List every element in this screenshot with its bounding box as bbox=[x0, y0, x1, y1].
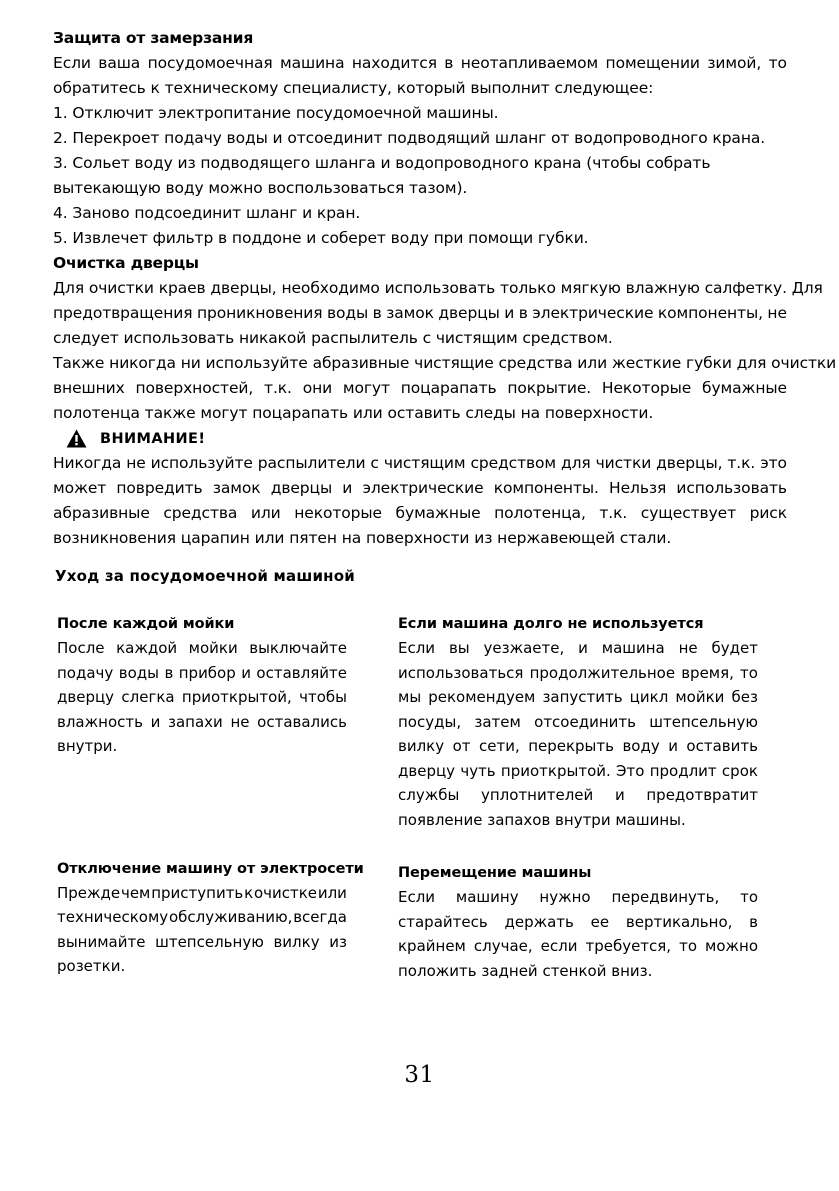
text-word: слегка bbox=[121, 688, 175, 706]
text-word: отсоединить bbox=[534, 712, 636, 731]
text-word: Если bbox=[53, 54, 91, 72]
text-word: дверцу bbox=[398, 761, 456, 780]
text-word: продлит bbox=[649, 761, 717, 780]
text-word: чистящим bbox=[383, 454, 466, 472]
warning-line-1 bbox=[53, 451, 787, 476]
care-subheading-long-unused: Если машина долго не используется bbox=[398, 616, 704, 632]
text-word: рекомендуем bbox=[428, 688, 536, 706]
text-word: неотапливаемом bbox=[460, 54, 599, 72]
text-word: средства bbox=[163, 504, 238, 522]
text-word: с bbox=[370, 454, 379, 472]
text-word: и bbox=[504, 304, 515, 322]
text-word: штепсельную bbox=[155, 932, 264, 951]
warning-line-3 bbox=[53, 501, 787, 526]
text-word: выключайте bbox=[249, 639, 347, 657]
text-word: вы bbox=[448, 639, 470, 657]
care-left-after-each-wash-line-4 bbox=[57, 710, 347, 735]
text-word: не bbox=[767, 304, 787, 322]
text-word: используйте bbox=[150, 454, 253, 472]
care-column-left bbox=[57, 612, 364, 979]
text-word: не bbox=[678, 639, 698, 657]
text-word: Прежде bbox=[57, 883, 121, 902]
text-word: абразивные bbox=[53, 504, 150, 522]
text-word: посуды, bbox=[398, 712, 462, 731]
text-word: и bbox=[150, 712, 161, 731]
care-subheading-disconnect-power: Отключение машину от электросети bbox=[57, 860, 364, 877]
text-word: будет bbox=[711, 639, 758, 657]
care-right-moving-machine-line-3 bbox=[398, 934, 758, 959]
text-word: передвинуть, bbox=[611, 888, 720, 906]
warning-callout-header bbox=[66, 426, 787, 451]
text-word: чем bbox=[120, 883, 151, 902]
heading-frost-protection: Защита от замерзания bbox=[53, 29, 254, 47]
heading-door-cleaning: Очистка дверцы bbox=[53, 254, 199, 272]
text-word: и bbox=[614, 786, 625, 804]
text-word: они bbox=[302, 379, 333, 397]
text-word: затем bbox=[474, 712, 521, 731]
door-cleaning-p2-line-2 bbox=[53, 376, 787, 401]
text-word: нужно bbox=[539, 888, 591, 906]
text-word: оставить bbox=[686, 737, 758, 755]
text-word: могут bbox=[342, 379, 390, 397]
text-word: для bbox=[560, 454, 591, 472]
text-word: замок bbox=[386, 304, 434, 322]
text-word: продолжительное bbox=[529, 663, 676, 682]
frost-step-3: 3. Сольет воду из подводящего шланга и водопроводного крана (чтобы собрать bbox=[53, 154, 711, 172]
text-word: Если bbox=[398, 639, 436, 657]
text-word: требуется, bbox=[585, 937, 672, 955]
text-word: предотвратит bbox=[646, 786, 758, 804]
text-word: перекрыть bbox=[528, 737, 614, 755]
text-word: в bbox=[444, 54, 454, 72]
column-spacer bbox=[57, 759, 347, 857]
text-word: некоторые bbox=[294, 504, 382, 522]
text-word: чистки bbox=[595, 454, 652, 472]
text-word: средством bbox=[470, 454, 557, 472]
care-left-after-each-wash-line-3 bbox=[57, 685, 347, 710]
text-word: После bbox=[57, 639, 105, 657]
frost-step-1: 1. Отключит электропитание посудомоечной машины. bbox=[53, 104, 499, 122]
care-left-disconnect-power-line-3 bbox=[57, 930, 347, 955]
text-word: и bbox=[241, 663, 251, 682]
text-word: время, bbox=[681, 663, 734, 682]
text-word: использоваться bbox=[398, 663, 524, 682]
text-word: обслуживанию, bbox=[169, 908, 293, 926]
text-word: к bbox=[244, 883, 254, 902]
text-word: оставались bbox=[257, 712, 347, 731]
text-word: использовать bbox=[676, 479, 787, 497]
text-word: ваша bbox=[98, 54, 141, 72]
text-word: помещении bbox=[605, 54, 700, 72]
text-word: срок bbox=[721, 761, 758, 780]
text-word: дверцу bbox=[57, 688, 115, 706]
text-word: покрытие. bbox=[507, 379, 592, 397]
frost-step-4: 4. Заново подсоединит шланг и кран. bbox=[53, 204, 361, 222]
text-word: не bbox=[230, 712, 250, 731]
heading-care-section: Уход за посудомоечной машиной bbox=[55, 567, 355, 585]
text-word: посудомоечная bbox=[147, 54, 273, 72]
text-word: вертикально, bbox=[625, 912, 733, 931]
text-word: мойки bbox=[188, 639, 238, 657]
care-body-moving-machine bbox=[398, 885, 758, 983]
text-word: приступить bbox=[151, 883, 244, 902]
text-word: мы bbox=[398, 688, 422, 706]
text-word: уезжаете, bbox=[483, 639, 565, 657]
care-right-long-unused-last-line: появление запахов внутри машины. bbox=[398, 810, 686, 829]
text-word: мойки bbox=[675, 688, 725, 706]
text-word: воду bbox=[622, 737, 660, 755]
text-word: и bbox=[342, 479, 353, 497]
text-word: предотвращения bbox=[53, 304, 193, 322]
text-word: электрические bbox=[532, 304, 654, 322]
text-word: вилку bbox=[398, 737, 445, 755]
text-word: находится bbox=[351, 54, 437, 72]
text-word: дверцы, bbox=[656, 454, 723, 472]
text-word: Это bbox=[616, 761, 645, 780]
care-subheading-moving-machine: Перемещение машины bbox=[398, 865, 592, 881]
text-word: цикл bbox=[629, 688, 669, 706]
text-word: сети, bbox=[478, 737, 520, 755]
frost-intro-line-1 bbox=[53, 51, 787, 76]
care-right-moving-machine-line-2 bbox=[398, 910, 758, 935]
text-word: держать bbox=[504, 912, 574, 931]
care-left-disconnect-power-last-line: розетки. bbox=[57, 957, 126, 975]
text-word: компоненты. bbox=[493, 479, 599, 497]
care-right-long-unused-line-5 bbox=[398, 734, 758, 759]
door-cleaning-p2-line-3: полотенца также могут поцарапать или оставить следы на поверхности. bbox=[53, 404, 654, 422]
text-word: уплотнителей bbox=[481, 786, 594, 804]
text-word: полотенца, bbox=[494, 504, 586, 522]
text-word: может bbox=[53, 479, 107, 497]
door-cleaning-p2-line-1: Также никогда ни используйте абразивные чистящие средства или жесткие губки для очистки bbox=[53, 354, 837, 372]
care-right-moving-machine-last-line: положить задней стенкой вниз. bbox=[398, 961, 653, 980]
frost-step-2: 2. Перекроет подачу воды и отсоединит подводящий шланг от водопроводного крана. bbox=[53, 129, 766, 147]
text-word: дверцы bbox=[438, 304, 500, 322]
text-word: т.к. bbox=[264, 379, 292, 397]
warning-line-4: возникновения царапин или пятен на поверхности из нержавеющей стали. bbox=[53, 529, 672, 547]
text-word: службы bbox=[398, 786, 460, 804]
text-word: из bbox=[329, 932, 347, 951]
frost-step-5: 5. Извлечет фильтр в поддоне и соберет воду при помощи губки. bbox=[53, 229, 589, 247]
text-word: каждой bbox=[116, 639, 178, 657]
warning-title: ВНИМАНИЕ! bbox=[100, 430, 206, 447]
care-right-long-unused-line-1 bbox=[398, 636, 758, 661]
text-word: чуть bbox=[460, 761, 496, 780]
care-block-disconnect-power bbox=[57, 857, 364, 979]
text-word: риск bbox=[749, 504, 787, 522]
care-body-long-unused bbox=[398, 636, 758, 832]
care-right-long-unused-line-2 bbox=[398, 661, 758, 686]
text-word: повредить bbox=[116, 479, 203, 497]
text-word: существует bbox=[640, 504, 737, 522]
care-left-disconnect-power-line-1 bbox=[57, 881, 347, 906]
text-word: всегда bbox=[293, 908, 347, 926]
text-word: то bbox=[679, 937, 697, 955]
care-right-long-unused-line-3 bbox=[398, 685, 758, 710]
care-right-long-unused-line-6 bbox=[398, 759, 758, 784]
text-word: воды bbox=[118, 663, 159, 682]
text-word: прибор bbox=[178, 663, 236, 682]
text-word: зимой, bbox=[707, 54, 762, 72]
text-word: в bbox=[749, 912, 758, 931]
text-word: вилку bbox=[273, 932, 320, 951]
care-column-right bbox=[398, 612, 758, 983]
text-word: в bbox=[372, 304, 382, 322]
text-word: и bbox=[668, 737, 678, 755]
page-number: 31 bbox=[404, 1062, 435, 1088]
text-word: или bbox=[317, 883, 347, 902]
text-word: машину bbox=[455, 888, 519, 906]
text-word: подачу bbox=[57, 663, 114, 682]
text-word: влажность bbox=[57, 712, 143, 731]
care-right-moving-machine-line-1 bbox=[398, 885, 758, 910]
text-word: не bbox=[126, 454, 146, 472]
care-block-long-unused bbox=[398, 612, 758, 832]
care-block-moving-machine bbox=[398, 861, 758, 983]
text-word: то bbox=[740, 663, 758, 682]
text-word: и bbox=[578, 639, 588, 657]
text-word: если bbox=[540, 937, 578, 955]
text-word: то bbox=[768, 54, 787, 72]
text-word: от bbox=[452, 737, 471, 755]
text-word: в bbox=[164, 663, 174, 682]
text-word: распылители bbox=[257, 454, 366, 472]
text-word: электрические bbox=[362, 479, 484, 497]
text-word: вынимайте bbox=[57, 932, 146, 951]
text-word: Если bbox=[398, 888, 436, 906]
care-right-long-unused-line-4 bbox=[398, 710, 758, 735]
text-word: приоткрытой, bbox=[181, 688, 292, 706]
text-word: Нельзя bbox=[609, 479, 667, 497]
door-cleaning-p1-line-2 bbox=[53, 301, 787, 326]
text-word: Никогда bbox=[53, 454, 122, 472]
text-word: оставляйте bbox=[256, 663, 347, 682]
text-word: или bbox=[250, 504, 281, 522]
text-word: поцарапать bbox=[400, 379, 497, 397]
text-word: Некоторые bbox=[601, 379, 692, 397]
care-right-long-unused-line-7 bbox=[398, 783, 758, 808]
frost-intro-line-2: обратитесь к техническому специалисту, который выполнит следующее: bbox=[53, 79, 654, 97]
warning-line-2 bbox=[53, 476, 787, 501]
door-cleaning-p1-line-3: следует использовать никакой распылитель с чистящим средством. bbox=[53, 329, 613, 347]
care-left-disconnect-power-line-2 bbox=[57, 905, 347, 930]
text-word: бумажные bbox=[395, 504, 481, 522]
text-word: машина bbox=[601, 639, 665, 657]
text-word: ее bbox=[590, 912, 610, 931]
care-left-after-each-wash-line-1 bbox=[57, 636, 347, 661]
care-body-disconnect-power bbox=[57, 881, 347, 979]
text-word: т.к. bbox=[727, 454, 756, 472]
care-body-after-each-wash bbox=[57, 636, 347, 759]
text-word: проникновения bbox=[196, 304, 323, 322]
text-word: случае, bbox=[473, 937, 533, 955]
text-word: это bbox=[760, 454, 787, 472]
text-word: бумажные bbox=[702, 379, 787, 397]
text-word: т.к. bbox=[599, 504, 628, 522]
care-block-after-each-wash bbox=[57, 612, 347, 759]
text-word: поверхностей, bbox=[135, 379, 254, 397]
care-subheading-after-each-wash: После каждой мойки bbox=[57, 616, 235, 632]
text-word: приоткрытой. bbox=[500, 761, 611, 780]
top-text-block bbox=[53, 26, 837, 551]
care-left-after-each-wash-line-2 bbox=[57, 661, 347, 686]
text-word: компоненты, bbox=[657, 304, 763, 322]
text-word: то bbox=[740, 888, 758, 906]
door-cleaning-p1-line-1: Для очистки краев дверцы, необходимо использовать только мягкую влажную салфетку. Для bbox=[53, 279, 823, 297]
text-word: без bbox=[731, 688, 758, 706]
care-left-after-each-wash-last-line: внутри. bbox=[57, 737, 118, 755]
text-word: воды bbox=[326, 304, 369, 322]
text-word: чтобы bbox=[299, 688, 347, 706]
text-word: запустить bbox=[542, 688, 623, 706]
text-word: внешних bbox=[53, 379, 125, 397]
warning-triangle-icon bbox=[66, 429, 87, 448]
text-word: очистке bbox=[253, 883, 318, 902]
text-word: старайтесь bbox=[398, 912, 488, 931]
frost-step-3-continued: вытекающую воду можно воспользоваться тазом). bbox=[53, 179, 468, 197]
text-word: техническому bbox=[57, 908, 169, 926]
text-word: запахи bbox=[168, 712, 223, 731]
text-word: в bbox=[518, 304, 528, 322]
text-word: можно bbox=[705, 937, 758, 955]
text-word: замок bbox=[212, 479, 261, 497]
text-word: штепсельную bbox=[649, 712, 758, 731]
text-word: дверцы bbox=[270, 479, 333, 497]
text-word: крайнем bbox=[398, 937, 466, 955]
column-spacer bbox=[398, 832, 758, 861]
text-word: машина bbox=[280, 54, 345, 72]
